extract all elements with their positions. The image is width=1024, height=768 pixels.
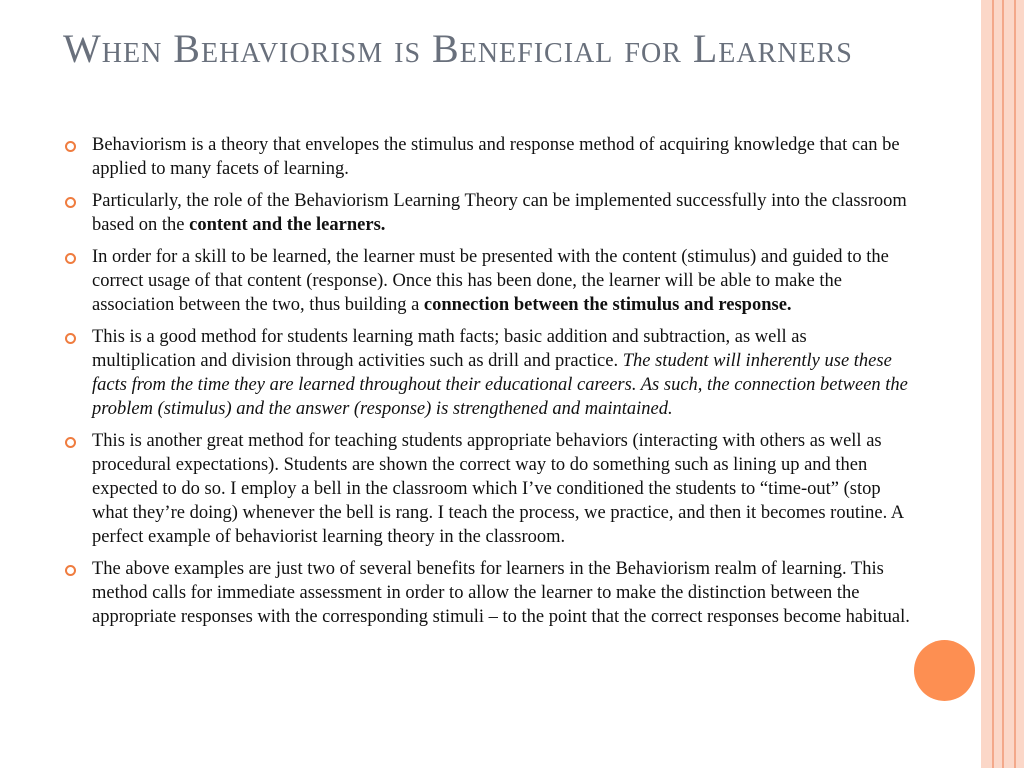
bullet-text: In order for a skill to be learned, the learner must be presented with the content (stimulus) and guided to the correct usage of that content (response). Once this has been done, the learner will be able to make the association between the two, thus building a (92, 247, 889, 315)
bullet-item (65, 557, 915, 629)
bullet-text: Particularly, the role of the Behaviorism Learning Theory can be implemented successfully into the classroom based on the (92, 191, 907, 235)
decorative-stripe (994, 0, 1002, 768)
bullet-item (65, 245, 915, 317)
bullet-text: This is a good method for students learning math facts; basic addition and subtraction, as well as multiplication and division through activities such as drill and practice. (92, 327, 807, 371)
bullet-text: Behaviorism is a theory that envelopes the stimulus and response method of acquiring knowledge that can be applied to many facets of learning. (92, 135, 900, 179)
bullet-icon (65, 333, 76, 344)
bullet-item (65, 325, 915, 421)
decorative-stripe (981, 0, 992, 768)
bullet-item (65, 133, 915, 181)
bullet-bold-text: connection between the stimulus and response. (423, 295, 792, 315)
decorative-orange-circle (914, 640, 975, 701)
bullet-item (65, 429, 915, 549)
decorative-stripe (1004, 0, 1014, 768)
bullet-text: This is another great method for teaching students appropriate behaviors (interacting with others as well as procedural expectations). Students are shown the correct way to do something such as lining up and then expected to do so. I employ a bell in the classroom which I’ve conditioned the students to “time-out” (stop what they’re doing) whenever the bell is rang. I teach the process, we practice, and then it becomes routine. A perfect example of behaviorist learning theory in the classroom. (92, 431, 904, 547)
bullet-icon (65, 141, 76, 152)
decorative-stripe (1016, 0, 1024, 768)
bullet-italic-text: The student will inherently use these facts from the time they are learned throughout their educational careers. As such, the connection between the problem (stimulus) and the answer (response) is strengthened and maintained. (92, 351, 908, 419)
slide-title: When Behaviorism is Beneficial for Learners (63, 26, 853, 71)
bullet-icon (65, 253, 76, 264)
bullet-icon (65, 437, 76, 448)
bullet-icon (65, 197, 76, 208)
bullet-item (65, 189, 915, 237)
bullet-text: The above examples are just two of several benefits for learners in the Behaviorism realm of learning. This method calls for immediate assessment in order to allow the learner to make the distinction between the appropriate responses with the corresponding stimuli – to the point that the correct responses become habitual. (92, 559, 910, 627)
bullet-icon (65, 565, 76, 576)
bullet-bold-text: content and the learners. (189, 215, 386, 235)
bullet-list (65, 133, 915, 637)
